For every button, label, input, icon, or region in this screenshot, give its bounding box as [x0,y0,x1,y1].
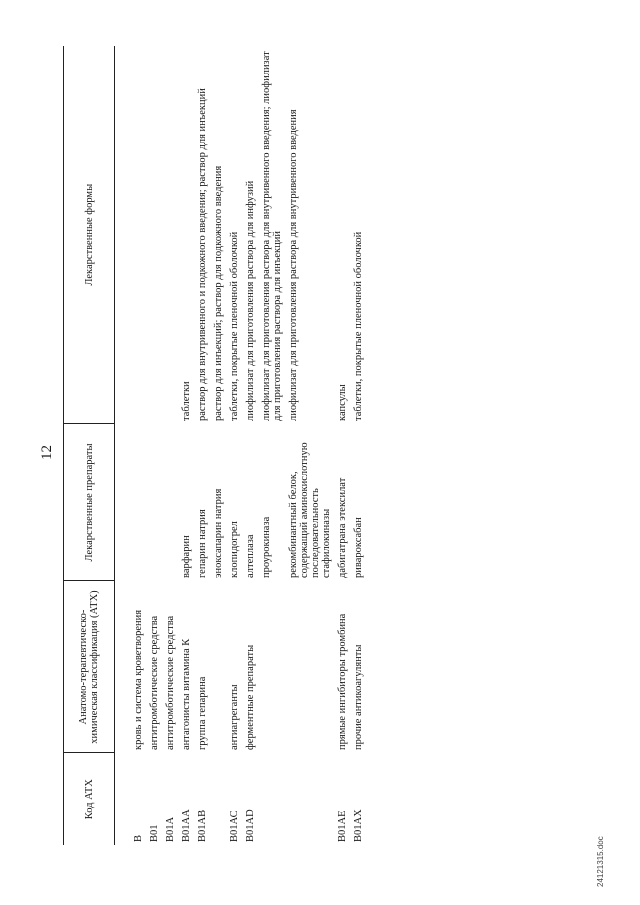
drug-name: алтеплаза [245,534,256,578]
dosage-form: таблетки, покрытые пленочной оболочкой [353,231,364,421]
dosage-form: раствор для инъекций; раствор для подкожного введения [213,165,224,421]
table-row [242,46,258,845]
atc-classification: антагонисты витамина К [181,638,192,750]
drug-name: гепарин натрия [197,509,208,578]
atc-classification: антитромботические средства [149,615,160,750]
drug-name [115,424,147,581]
atc-classification: антитромботические средства [165,615,176,750]
atc-code: В01AD [245,809,256,842]
drug-name: рекомбинантный белок, содержащий аминокислотную последовательность стафилокиназы [288,442,332,578]
header-forms: Лекарственные формы [64,46,115,424]
dosage-form: таблетки [181,381,192,421]
table-row [178,46,194,845]
table-header-row [64,46,115,845]
dosage-form [146,46,162,424]
atc-classification: антиагреганты [229,684,240,750]
atc-classification: кровь и система кроветворения [133,609,144,750]
atc-code [285,753,334,845]
atc-code [210,753,226,845]
atc-code: В01 [149,824,160,842]
atc-code: В01АА [181,809,192,842]
table-row [285,46,334,845]
drug-name: клопидогрел [229,521,240,578]
dosage-form [162,46,178,424]
page-number: 12 [39,445,55,460]
atc-code: В01АХ [353,809,364,842]
table-row [350,46,366,845]
header-drugs: Лекарственные препараты [64,424,115,581]
drug-name [146,424,162,581]
atc-code: В01АВ [197,809,208,842]
drug-name: эноксапарин натрия [213,488,224,578]
atc-classification: ферментные препараты [245,644,256,750]
dosage-form: таблетки, покрытые пленочной оболочкой [229,231,240,421]
table-row [115,46,147,845]
atc-classification [210,581,226,753]
drug-name: варфарин [181,535,192,578]
atc-drug-table [63,46,366,845]
dosage-form [115,46,147,424]
dosage-form: лиофилизат для приготовления раствора для внутривенного введения [288,109,299,421]
drug-name: дабигатрана этексилат [337,477,348,578]
header-classification: Анатомо-терапевтическо-химическая классификация (АТХ) [64,581,115,753]
atc-classification [258,581,285,753]
document-filename: 24121315.doc [596,836,605,887]
drug-name [162,424,178,581]
atc-code: В01А [165,816,176,842]
atc-code: В01АС [229,810,240,842]
dosage-form: раствор для внутривенного и подкожного введения; раствор для инъекций [197,88,208,421]
table-row [334,46,350,845]
atc-code: В [133,834,144,842]
dosage-form: лиофилизат для приготовления раствора для внутривенного введения; лиофилизат для приготовления раствора для инъекций [261,51,283,421]
table-row [146,46,162,845]
atc-classification: прочие антикоагулянты [353,644,364,750]
atc-classification [285,581,334,753]
drug-name: ривароксабан [353,517,364,578]
atc-code: В01АЕ [337,810,348,842]
atc-classification: прямые ингибиторы тромбина [337,613,348,750]
table-row [210,46,226,845]
dosage-form: капсулы [337,384,348,421]
table-row [258,46,285,845]
table-row [162,46,178,845]
atc-code [258,753,285,845]
table-row [194,46,210,845]
atc-classification: группа гепарина [197,676,208,750]
table-row [226,46,242,845]
dosage-form: лиофилизат для приготовления раствора для инфузий [245,180,256,421]
header-code: Код АТХ [64,753,115,845]
drug-name: проурокиназа [261,516,272,578]
